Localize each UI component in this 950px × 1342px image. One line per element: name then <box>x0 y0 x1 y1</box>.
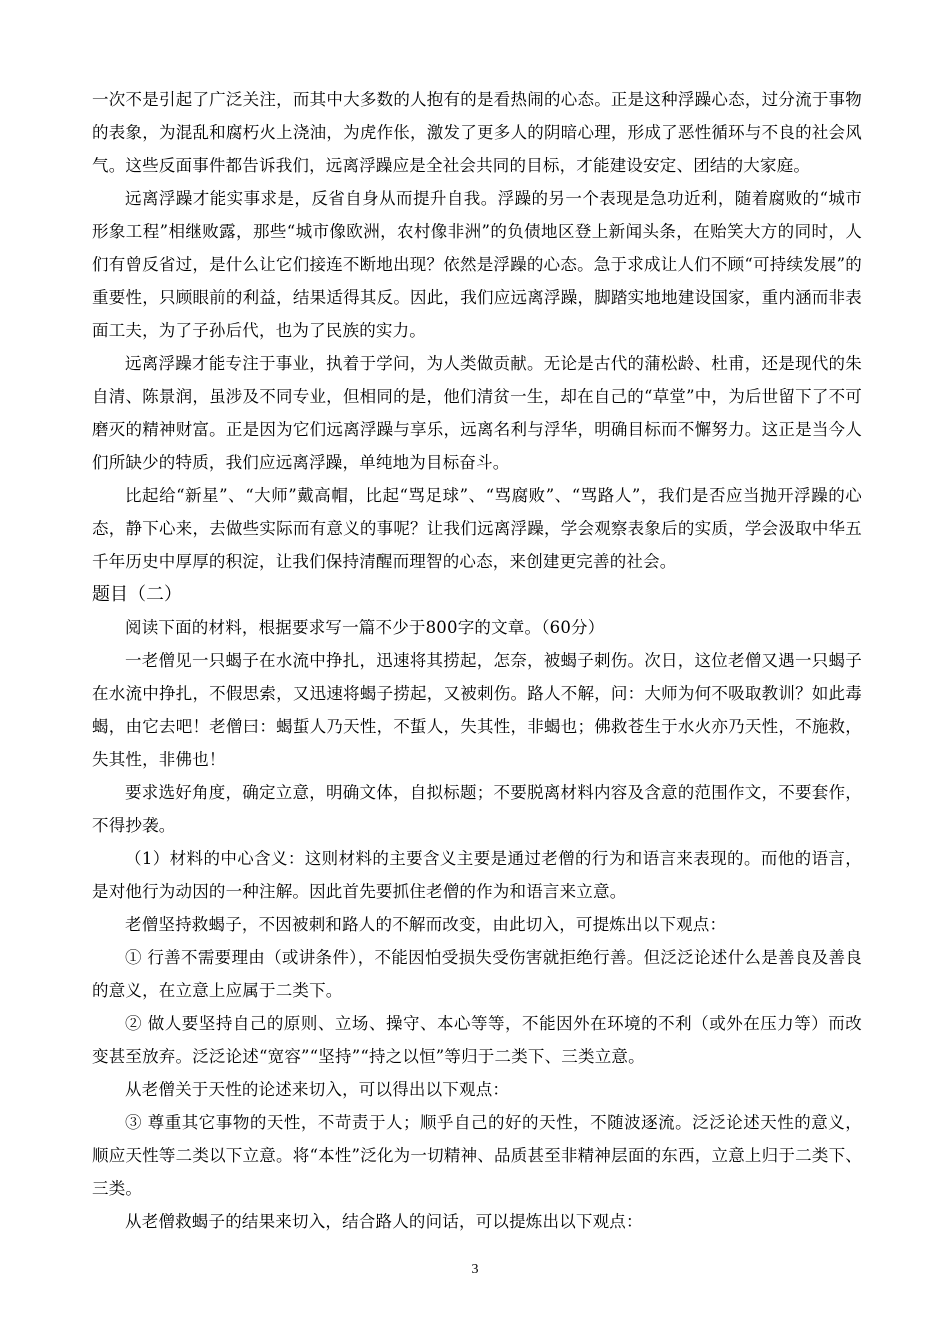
paragraph: 远离浮躁才能实事求是，反省自身从而提升自我。浮躁的另一个表现是急功近利，随着腐败的“城市形象工程”相继败露，那些“城市像欧洲，农村像非洲”的负债地区登上新闻头条，在贻笑大方的同时，人们有曾反省过，是什么让它们接连不断地出现？依然是浮躁的心态。急于求成让人们不顾“可持续发展”的重要性，只顾眼前的利益，结果适得其反。因此，我们应远离浮躁，脚踏实地地建设国家，重内涵而非表面工夫，为了子孙后代，也为了民族的实力。 <box>92 189 862 340</box>
paragraph: 一老僧见一只蝎子在水流中挣扎，迅速将其捞起，怎奈，被蝎子刺伤。次日，这位老僧又遇一只蝎子在水流中挣扎，不假思索，又迅速将蝎子捞起，又被刺伤。路人不解，问：大师为何不吸取教训？如此毒蝎，由它去吧！老僧曰：蝎蜇人乃天性，不蜇人，失其性，非蝎也；佛救苍生于水火亦乃天性，不施救，失其性，非佛也！ <box>92 651 862 769</box>
paragraph: 要求选好角度，确定立意，明确文体，自拟标题；不要脱离材料内容及含意的范围作文，不要套作，不得抄袭。 <box>92 783 862 835</box>
paragraph: 远离浮躁才能专注于事业，执着于学问，为人类做贡献。无论是古代的蒲松龄、杜甫，还是现代的朱自清、陈景润，虽涉及不同专业，但相同的是，他们清贫一生，却在自己的“草堂”中，为后世留下了不可磨灭的精神财富。正是因为它们远离浮躁与享乐，远离名利与浮华，明确目标而不懈努力。这正是当今人们所缺少的特质，我们应远离浮躁，单纯地为目标奋斗。 <box>92 354 862 472</box>
page-number: 3 <box>471 1262 479 1277</box>
essay-body-bottom <box>92 611 862 1238</box>
paragraph: 比起给“新星”、“大师”戴高帽，比起“骂足球”、“骂腐败”、“骂路人”，我们是否应当抛开浮躁的心态，静下心来，去做些实际而有意义的事呢？让我们远离浮躁，学会观察表象后的实质，学会汲取中华五千年历史中厚厚的积淀，让我们保持清醒而理智的心态，来创建更完善的社会。 <box>92 486 862 571</box>
document-page <box>92 83 862 1238</box>
paragraph: 一次不是引起了广泛关注，而其中大多数的人抱有的是看热闹的心态。正是这种浮躁心态，过分流于事物的表象，为混乱和腐朽火上浇油，为虎作伥，激发了更多人的阴暗心理，形成了恶性循环与不良的社会风气。这些反面事件都告诉我们，远离浮躁应是全社会共同的目标，才能建设安定、团结的大家庭。 <box>92 90 862 175</box>
section-title: 题目（二） <box>92 584 182 605</box>
paragraph: 阅读下面的材料，根据要求写一篇不少于800字的文章。（60分） <box>125 618 605 637</box>
paragraph: ② 做人要坚持自己的原则、立场、操守、本心等等，不能因外在环境的不利（或外在压力等）而改变甚至放弃。泛泛论述“宽容”“坚持”“持之以恒”等归于二类下、三类立意。 <box>92 1014 862 1066</box>
paragraph: 老僧坚持救蝎子，不因被刺和路人的不解而改变，由此切入，可提炼出以下观点： <box>125 915 727 934</box>
paragraph: ① 行善不需要理由（或讲条件），不能因怕受损失受伤害就拒绝行善。但泛泛论述什么是善良及善良的意义，在立意上应属于二类下。 <box>92 948 862 1000</box>
paragraph: 从老僧关于天性的论述来切入，可以得出以下观点： <box>125 1080 510 1099</box>
essay-body-top <box>92 83 862 578</box>
paragraph: ③ 尊重其它事物的天性，不苛责于人；顺乎自己的好的天性，不随波逐流。泛泛论述天性的意义，顺应天性等二类以下立意。将“本性”泛化为一切精神、品质甚至非精神层面的东西，立意上归于二类下、三类。 <box>92 1113 862 1198</box>
paragraph: 从老僧救蝎子的结果来切入，结合路人的问话，可以提炼出以下观点： <box>125 1212 643 1231</box>
paragraph: （1）材料的中心含义：这则材料的主要含义主要是通过老僧的行为和语言来表现的。而他的语言，是对他行为动因的一种注解。因此首先要抓住老僧的作为和语言来立意。 <box>92 849 862 901</box>
